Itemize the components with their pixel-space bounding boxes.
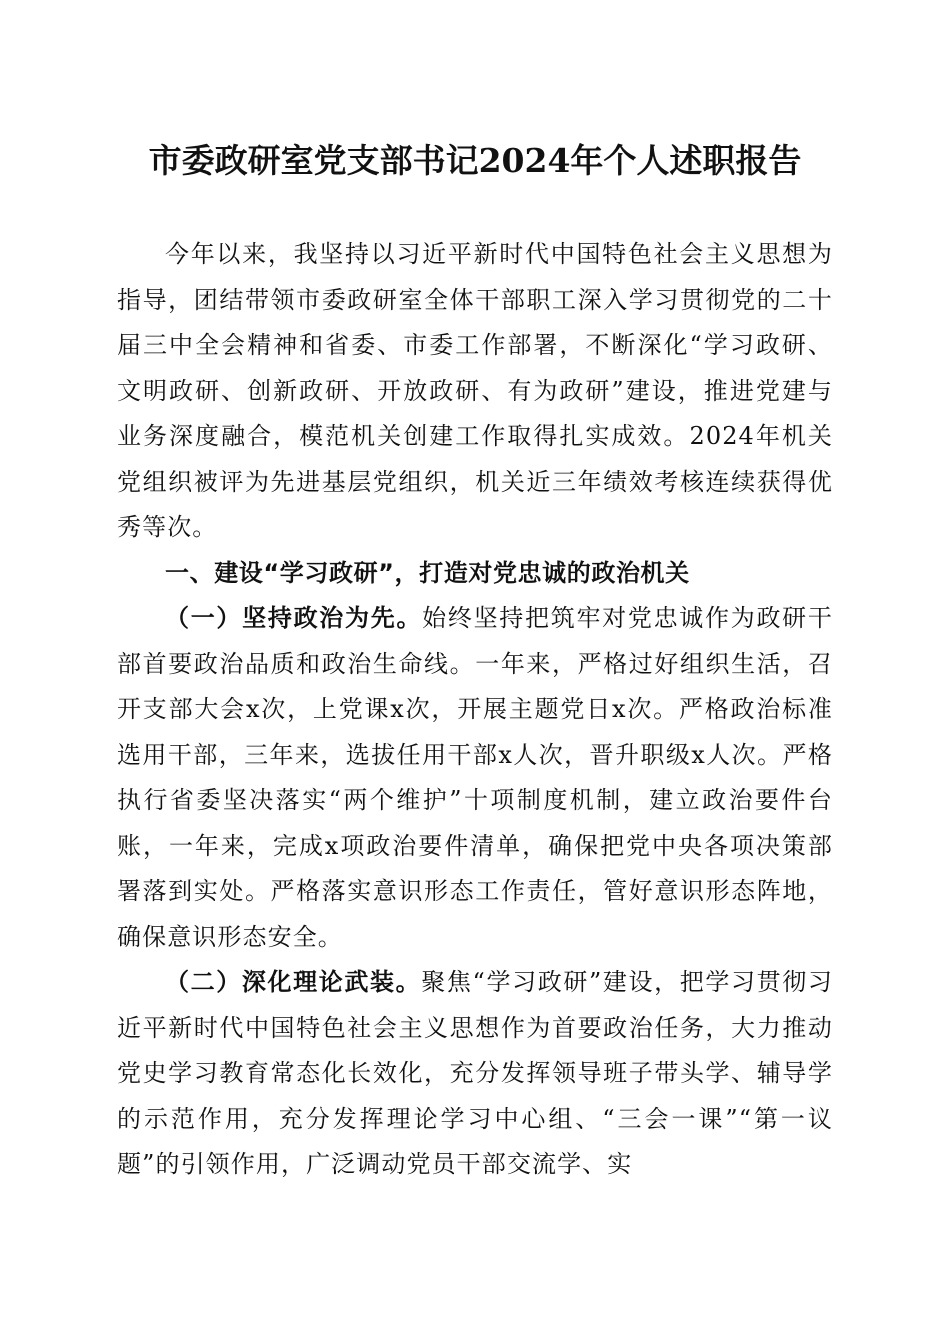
paragraph-item-2 <box>117 960 833 1188</box>
item-lead: （一）坚持政治为先。 <box>165 604 423 632</box>
intro-paragraph: 今年以来，我坚持以习近平新时代中国特色社会主义思想为指导，团结带领市委政研室全体干部职工深入学习贯彻党的二十届三中全会精神和省委、市委工作部署，不断深化“学习政研、文明政研、创新政研、开放政研、有为政研”建设，推进党建与业务深度融合，模范机关创建工作取得扎实成效。2024年机关党组织被评为先进基层党组织，机关近三年绩效考核连续获得优秀等次。 <box>117 240 833 541</box>
paragraph-item-1 <box>117 596 833 960</box>
document-title: 市委政研室党支部书记2024年个人述职报告 <box>148 141 802 180</box>
document-body <box>117 232 833 1188</box>
item-text: 始终坚持把筑牢对党忠诚作为政研干部首要政治品质和政治生命线。一年来，严格过好组织生活，召开支部大会x次，上党课x次，开展主题党日x次。严格政治标准选用干部，三年来，选拔任用干部x人次，晋升职级x人次。严格执行省委坚决落实“两个维护”十项制度机制，建立政治要件台账，一年来，完成x项政治要件清单，确保把党中央各项决策部署落到实处。严格落实意识形态工作责任，管好意识形态阵地，确保意识形态安全。 <box>117 604 833 951</box>
section-heading: 一、建设“学习政研”，打造对党忠诚的政治机关 <box>165 558 690 587</box>
item-lead: （二）深化理论武装。 <box>165 968 422 996</box>
item-text: 聚焦“学习政研”建设，把学习贯彻习近平新时代中国特色社会主义思想作为首要政治任务，大力推动党史学习教育常态化长效化，充分发挥领导班子带头学、辅导学的示范作用，充分发挥理论学习中心组、“三会一课”“第一议题”的引领作用，广泛调动党员干部交流学、实 <box>117 968 833 1178</box>
